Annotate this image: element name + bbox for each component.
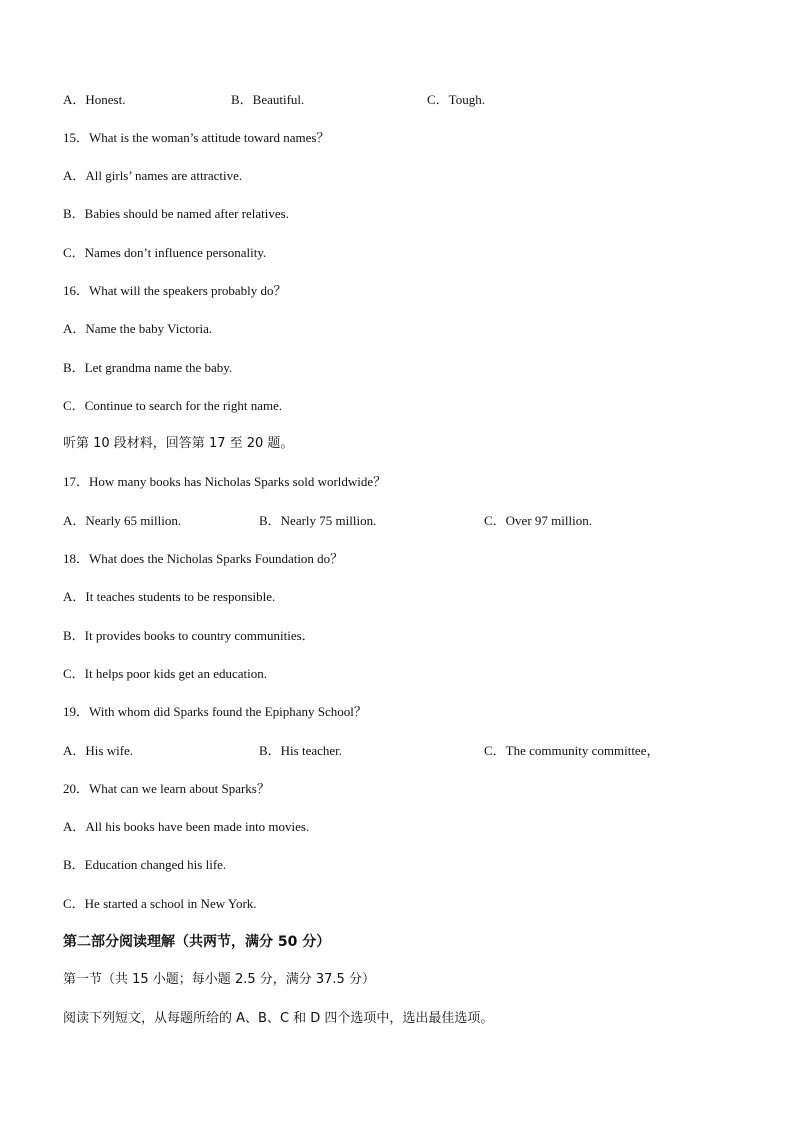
q16-stem: 16．What will the speakers probably do？ <box>63 283 287 298</box>
q16-option-b: B．Let grandma name the baby. <box>63 360 233 375</box>
part2-section1: 第一节（共 15 小题；每小题 2.5 分，满分 37.5 分） <box>63 972 375 987</box>
q19-option-b: B．His teacher. <box>259 743 343 758</box>
q20-option-a: A．All his books have been made into movies. <box>63 819 310 834</box>
q17-stem: 17．How many books has Nicholas Sparks sold worldwide？ <box>63 474 387 489</box>
q19-option-c: C．The community committee， <box>484 743 660 758</box>
q16-option-a: A．Name the baby Victoria. <box>63 321 213 336</box>
part2-heading: 第二部分阅读理解（共两节，满分 50 分） <box>63 934 331 950</box>
q17-option-a: A．Nearly 65 million. <box>63 513 182 528</box>
q15-option-a: A．All girls’ names are attractive. <box>63 168 243 183</box>
q20-option-b: B．Education changed his life. <box>63 857 227 872</box>
q17-option-b: B．Nearly 75 million. <box>259 513 377 528</box>
q18-option-a: A．It teaches students to be responsible. <box>63 589 276 604</box>
q17-option-c: C．Over 97 million. <box>484 513 592 528</box>
q14-option-c: C．Tough. <box>427 92 485 107</box>
q15-option-c: C．Names don’t influence personality. <box>63 245 267 260</box>
q19-option-a: A．His wife. <box>63 743 134 758</box>
q20-stem: 20．What can we learn about Sparks？ <box>63 781 270 796</box>
q19-stem: 19．With whom did Sparks found the Epiphany School？ <box>63 704 367 719</box>
q20-option-c: C．He started a school in New York. <box>63 896 257 911</box>
q18-option-c: C．It helps poor kids get an education. <box>63 666 267 681</box>
q15-option-b: B．Babies should be named after relatives. <box>63 206 289 221</box>
q14-option-a: A．Honest. <box>63 92 126 107</box>
q15-stem: 15．What is the woman’s attitude toward names？ <box>63 130 330 145</box>
q16-option-c: C．Continue to search for the right name. <box>63 398 283 413</box>
q18-stem: 18．What does the Nicholas Sparks Foundation do？ <box>63 551 344 566</box>
q14-option-b: B．Beautiful. <box>231 92 305 107</box>
q18-option-b: B．It provides books to country communities． <box>63 628 315 643</box>
part2-instruction: 阅读下列短文，从每题所给的 A、B、C 和 D 四个选项中，选出最佳选项。 <box>63 1011 494 1026</box>
instruction-passage-10: 听第 10 段材料，回答第 17 至 20 题。 <box>63 436 294 451</box>
